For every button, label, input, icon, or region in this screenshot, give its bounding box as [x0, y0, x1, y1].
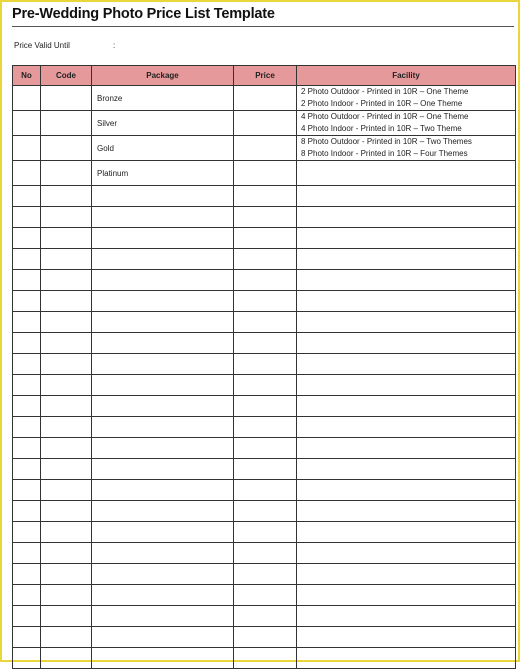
cell-package[interactable] [92, 606, 234, 627]
table-row-empty [13, 354, 516, 375]
cell-price[interactable] [234, 136, 297, 161]
cell-code[interactable] [41, 111, 92, 136]
cell-facility[interactable] [297, 312, 516, 333]
price-list-table [12, 65, 516, 669]
cell-facility[interactable] [297, 207, 516, 228]
cell-package[interactable] [92, 249, 234, 270]
cell-package[interactable] [92, 480, 234, 501]
cell-no[interactable] [13, 438, 41, 459]
cell-price[interactable] [234, 228, 297, 249]
cell-no[interactable] [13, 375, 41, 396]
table-row-empty [13, 291, 516, 312]
cell-no[interactable] [13, 354, 41, 375]
cell-code[interactable] [41, 501, 92, 522]
cell-code[interactable] [41, 270, 92, 291]
table-row-empty [13, 480, 516, 501]
table-row-empty [13, 417, 516, 438]
column-header-no: No [13, 66, 41, 86]
cell-no[interactable] [13, 522, 41, 543]
cell-code[interactable] [41, 86, 92, 111]
table-row-empty [13, 375, 516, 396]
cell-price[interactable] [234, 564, 297, 585]
table-row-empty [13, 543, 516, 564]
cell-price[interactable] [234, 375, 297, 396]
cell-package[interactable] [92, 186, 234, 207]
cell-code[interactable] [41, 207, 92, 228]
cell-price[interactable] [234, 333, 297, 354]
cell-package[interactable] [92, 459, 234, 480]
cell-facility[interactable] [297, 417, 516, 438]
cell-price[interactable] [234, 606, 297, 627]
cell-price[interactable] [234, 312, 297, 333]
cell-code[interactable] [41, 161, 92, 186]
cell-no[interactable] [13, 648, 41, 669]
cell-no[interactable] [13, 480, 41, 501]
cell-code[interactable] [41, 249, 92, 270]
table-row [13, 86, 516, 111]
cell-facility[interactable] [297, 396, 516, 417]
cell-facility[interactable] [297, 161, 516, 186]
cell-price[interactable] [234, 648, 297, 669]
cell-package[interactable] [92, 585, 234, 606]
cell-package[interactable] [92, 312, 234, 333]
cell-facility[interactable] [297, 627, 516, 648]
cell-package[interactable] [92, 375, 234, 396]
cell-price[interactable] [234, 111, 297, 136]
cell-no[interactable] [13, 627, 41, 648]
table-row-empty [13, 438, 516, 459]
cell-price[interactable] [234, 480, 297, 501]
cell-facility[interactable] [297, 480, 516, 501]
cell-price[interactable] [234, 186, 297, 207]
cell-code[interactable] [41, 136, 92, 161]
cell-no[interactable] [13, 86, 41, 111]
cell-code[interactable] [41, 564, 92, 585]
cell-code[interactable] [41, 480, 92, 501]
cell-facility[interactable] [297, 249, 516, 270]
cell-package[interactable] [92, 396, 234, 417]
table-row-empty [13, 228, 516, 249]
cell-price[interactable] [234, 396, 297, 417]
cell-no[interactable] [13, 270, 41, 291]
table-row-empty [13, 522, 516, 543]
cell-package[interactable] [92, 228, 234, 249]
table-row-empty [13, 270, 516, 291]
cell-no[interactable] [13, 585, 41, 606]
cell-code[interactable] [41, 186, 92, 207]
cell-price[interactable] [234, 585, 297, 606]
cell-code[interactable] [41, 396, 92, 417]
cell-code[interactable] [41, 291, 92, 312]
cell-package[interactable]: Silver [92, 111, 234, 136]
cell-price[interactable] [234, 627, 297, 648]
cell-facility[interactable] [297, 354, 516, 375]
cell-code[interactable] [41, 312, 92, 333]
facility-line: 4 Photo Indoor - Printed in 10R – Two Theme [301, 124, 462, 133]
cell-code[interactable] [41, 438, 92, 459]
cell-facility[interactable] [297, 522, 516, 543]
table-row [13, 161, 516, 186]
facility-line: 2 Photo Indoor - Printed in 10R – One Theme [301, 99, 463, 108]
cell-facility[interactable] [297, 438, 516, 459]
cell-price[interactable] [234, 543, 297, 564]
cell-no[interactable] [13, 186, 41, 207]
cell-price[interactable] [234, 438, 297, 459]
cell-no[interactable] [13, 459, 41, 480]
cell-price[interactable] [234, 161, 297, 186]
table-row-empty [13, 648, 516, 669]
cell-code[interactable] [41, 543, 92, 564]
cell-facility[interactable] [297, 136, 516, 161]
cell-no[interactable] [13, 207, 41, 228]
table-row-empty [13, 249, 516, 270]
cell-no[interactable] [13, 312, 41, 333]
cell-facility[interactable] [297, 186, 516, 207]
column-header-facility: Facility [297, 66, 516, 86]
table-row-empty [13, 312, 516, 333]
cell-facility[interactable] [297, 564, 516, 585]
cell-package[interactable] [92, 291, 234, 312]
facility-line: 2 Photo Outdoor - Printed in 10R – One Theme [301, 87, 469, 96]
cell-package[interactable]: Gold [92, 136, 234, 161]
table-row-empty [13, 207, 516, 228]
cell-facility[interactable] [297, 333, 516, 354]
cell-no[interactable] [13, 501, 41, 522]
cell-code[interactable] [41, 585, 92, 606]
cell-no[interactable] [13, 161, 41, 186]
cell-no[interactable] [13, 228, 41, 249]
facility-line: 8 Photo Indoor - Printed in 10R – Four Themes [301, 149, 468, 158]
cell-facility[interactable] [297, 543, 516, 564]
cell-price[interactable] [234, 270, 297, 291]
cell-no[interactable] [13, 291, 41, 312]
cell-price[interactable] [234, 354, 297, 375]
page-title: Pre-Wedding Photo Price List Template [12, 6, 275, 22]
cell-facility[interactable] [297, 291, 516, 312]
facility-line: 4 Photo Outdoor - Printed in 10R – One Theme [301, 112, 469, 121]
title-underline [12, 26, 514, 27]
cell-package[interactable]: Platinum [92, 161, 234, 186]
column-header-code: Code [41, 66, 92, 86]
table-header-row [13, 66, 516, 86]
table-row-empty [13, 627, 516, 648]
cell-price[interactable] [234, 207, 297, 228]
cell-package[interactable] [92, 564, 234, 585]
cell-no[interactable] [13, 396, 41, 417]
cell-code[interactable] [41, 375, 92, 396]
cell-code[interactable] [41, 333, 92, 354]
cell-code[interactable] [41, 522, 92, 543]
table-row-empty [13, 396, 516, 417]
cell-code[interactable] [41, 354, 92, 375]
table-row-empty [13, 186, 516, 207]
cell-price[interactable] [234, 522, 297, 543]
cell-package[interactable] [92, 543, 234, 564]
cell-code[interactable] [41, 627, 92, 648]
cell-package[interactable] [92, 501, 234, 522]
cell-no[interactable] [13, 136, 41, 161]
cell-no[interactable] [13, 543, 41, 564]
cell-code[interactable] [41, 648, 92, 669]
cell-facility[interactable] [297, 228, 516, 249]
cell-package[interactable] [92, 333, 234, 354]
table-body [13, 86, 516, 669]
facility-line: 8 Photo Outdoor - Printed in 10R – Two Themes [301, 137, 472, 146]
cell-facility[interactable] [297, 606, 516, 627]
cell-no[interactable] [13, 606, 41, 627]
cell-code[interactable] [41, 228, 92, 249]
cell-package[interactable] [92, 627, 234, 648]
cell-package[interactable] [92, 207, 234, 228]
cell-price[interactable] [234, 249, 297, 270]
cell-facility[interactable] [297, 501, 516, 522]
cell-price[interactable] [234, 291, 297, 312]
table-row-empty [13, 333, 516, 354]
table-row-empty [13, 564, 516, 585]
cell-no[interactable] [13, 249, 41, 270]
table-row [13, 111, 516, 136]
cell-no[interactable] [13, 111, 41, 136]
cell-price[interactable] [234, 501, 297, 522]
price-valid-label: Price Valid Until [14, 41, 70, 50]
cell-code[interactable] [41, 417, 92, 438]
column-header-price: Price [234, 66, 297, 86]
cell-package[interactable]: Bronze [92, 86, 234, 111]
cell-package[interactable] [92, 648, 234, 669]
cell-price[interactable] [234, 86, 297, 111]
table-row-empty [13, 501, 516, 522]
cell-no[interactable] [13, 417, 41, 438]
cell-facility[interactable] [297, 648, 516, 669]
cell-price[interactable] [234, 417, 297, 438]
cell-code[interactable] [41, 459, 92, 480]
table-row-empty [13, 459, 516, 480]
column-header-package: Package [92, 66, 234, 86]
price-valid-separator: : [113, 41, 116, 50]
cell-facility[interactable] [297, 270, 516, 291]
cell-package[interactable] [92, 354, 234, 375]
table-row [13, 136, 516, 161]
cell-no[interactable] [13, 333, 41, 354]
cell-facility[interactable] [297, 459, 516, 480]
cell-code[interactable] [41, 606, 92, 627]
cell-package[interactable] [92, 417, 234, 438]
cell-package[interactable] [92, 270, 234, 291]
cell-facility[interactable] [297, 585, 516, 606]
cell-facility[interactable] [297, 86, 516, 111]
table-row-empty [13, 606, 516, 627]
cell-price[interactable] [234, 459, 297, 480]
cell-facility[interactable] [297, 111, 516, 136]
cell-no[interactable] [13, 564, 41, 585]
cell-package[interactable] [92, 438, 234, 459]
table-row-empty [13, 585, 516, 606]
cell-facility[interactable] [297, 375, 516, 396]
cell-package[interactable] [92, 522, 234, 543]
